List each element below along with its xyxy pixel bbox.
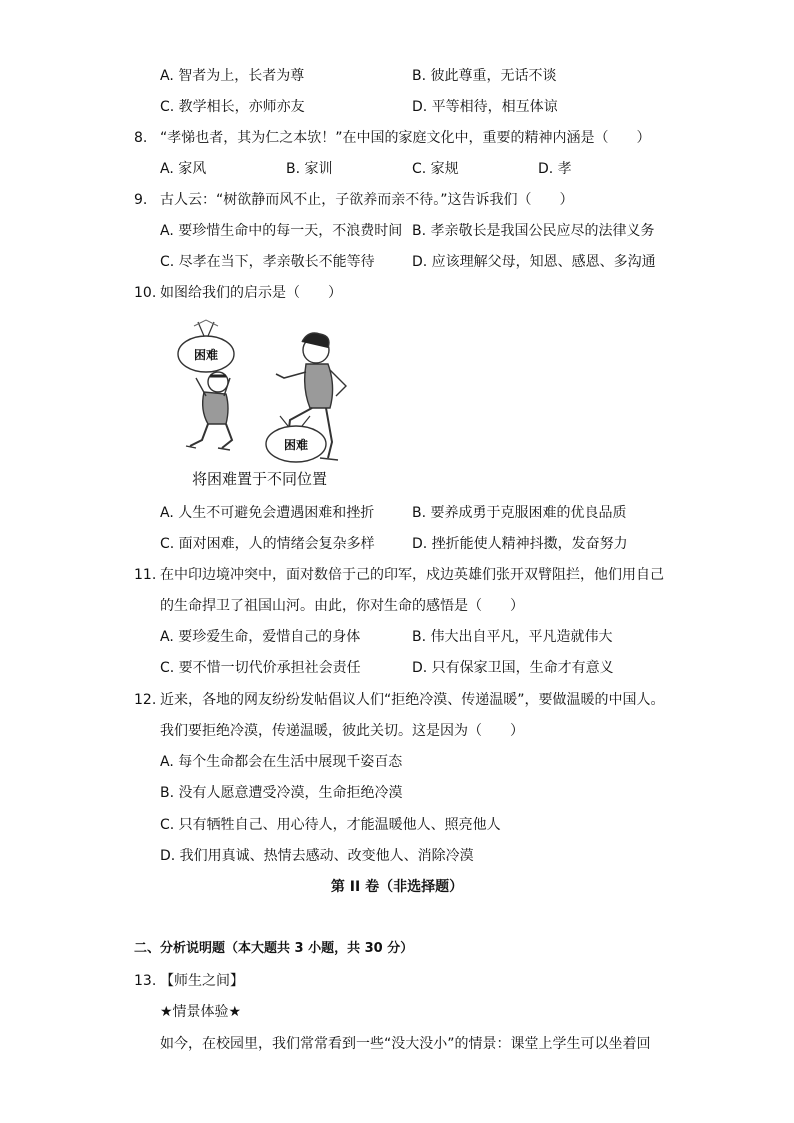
q7-option-b: B. 彼此尊重，无话不谈 xyxy=(412,68,557,84)
q9-option-c: C. 尽孝在当下，孝亲敬长不能等待 xyxy=(160,254,375,270)
q13-subtitle: ★情景体验★ xyxy=(160,1004,242,1020)
q10-option-b: B. 要养成勇于克服困难的优良品质 xyxy=(412,505,627,521)
difficulty-bag-left xyxy=(178,320,234,372)
q12-number: 12. xyxy=(134,692,157,708)
section-2-title: 第 II 卷（非选择题） xyxy=(330,879,464,895)
q7-option-a: A. 智者为上，长者为尊 xyxy=(160,68,305,84)
crouching-person xyxy=(186,372,232,450)
q10-stem: 如图给我们的启示是（ ） xyxy=(160,285,342,301)
q10-number: 10. xyxy=(134,285,157,301)
q9-number: 9. xyxy=(134,192,148,208)
q12-stem-line1: 近来，各地的网友纷纷发帖倡议人们“拒绝冷漠、传递温暖”，要做温暖的中国人。 xyxy=(160,692,665,708)
q11-number: 11. xyxy=(134,567,157,583)
q12-stem-line2: 我们要拒绝冷漠，传递温暖，彼此关切。这是因为（ ） xyxy=(160,723,524,739)
q8-number: 8. xyxy=(134,130,148,146)
q11-stem-line2: 的生命捍卫了祖国山河。由此，你对生命的感悟是（ ） xyxy=(160,598,524,614)
q11-option-a: A. 要珍爱生命，爱惜自己的身体 xyxy=(160,629,361,645)
q7-option-c: C. 教学相长，亦师亦友 xyxy=(160,99,305,115)
q12-option-c: C. 只有牺牲自己、用心待人，才能温暖他人、照亮他人 xyxy=(160,817,501,833)
q10-option-c: C. 面对困难，人的情绪会复杂多样 xyxy=(160,536,375,552)
q8-option-a: A. 家风 xyxy=(160,161,207,177)
bag-left-label: 困难 xyxy=(193,348,219,362)
q9-option-b: B. 孝亲敬长是我国公民应尽的法律义务 xyxy=(412,223,655,239)
q11-option-c: C. 要不惜一切代价承担社会责任 xyxy=(160,660,361,676)
q9-stem: 古人云：“树欲静而风不止，子欲养而亲不待。”这告诉我们（ ） xyxy=(160,192,574,208)
q8-option-c: C. 家规 xyxy=(412,161,459,177)
q8-stem: “孝悌也者，其为仁之本欤！”在中国的家庭文化中，重要的精神内涵是（ ） xyxy=(160,130,651,146)
q13-text: 如今，在校园里，我们常常看到一些“没大没小”的情景：课堂上学生可以坐着回 xyxy=(160,1036,651,1052)
q10-cartoon-figure xyxy=(160,312,380,492)
q10-figure-caption: 将困难置于不同位置 xyxy=(192,470,328,488)
q7-option-d: D. 平等相待，相互体谅 xyxy=(412,99,558,115)
bag-right-label: 困难 xyxy=(283,438,309,452)
q8-option-b: B. 家训 xyxy=(286,161,333,177)
q11-option-d: D. 只有保家卫国，生命才有意义 xyxy=(412,660,614,676)
q10-option-d: D. 挫折能使人精神抖擞，发奋努力 xyxy=(412,536,628,552)
q12-option-b: B. 没有人愿意遭受冷漠，生命拒绝冷漠 xyxy=(160,785,403,801)
q9-option-a: A. 要珍惜生命中的每一天，不浪费时间 xyxy=(160,223,403,239)
q13-number: 13. xyxy=(134,973,157,989)
q9-option-d: D. 应该理解父母，知恩、感恩、多沟通 xyxy=(412,254,656,270)
q12-option-a: A. 每个生命都会在生活中展现千姿百态 xyxy=(160,754,403,770)
q11-option-b: B. 伟大出自平凡，平凡造就伟大 xyxy=(412,629,613,645)
q12-option-d: D. 我们用真诚、热情去感动、改变他人、消除冷漠 xyxy=(160,848,474,864)
q8-option-d: D. 孝 xyxy=(538,161,572,177)
q13-title: 【师生之间】 xyxy=(160,973,244,989)
q11-stem-line1: 在中印边境冲突中，面对数倍于己的印军，戍边英雄们张开双臂阻拦，他们用自己 xyxy=(160,567,664,583)
part-2-heading: 二、分析说明题（本大题共 3 小题，共 30 分） xyxy=(134,941,414,956)
q10-option-a: A. 人生不可避免会遭遇困难和挫折 xyxy=(160,505,375,521)
